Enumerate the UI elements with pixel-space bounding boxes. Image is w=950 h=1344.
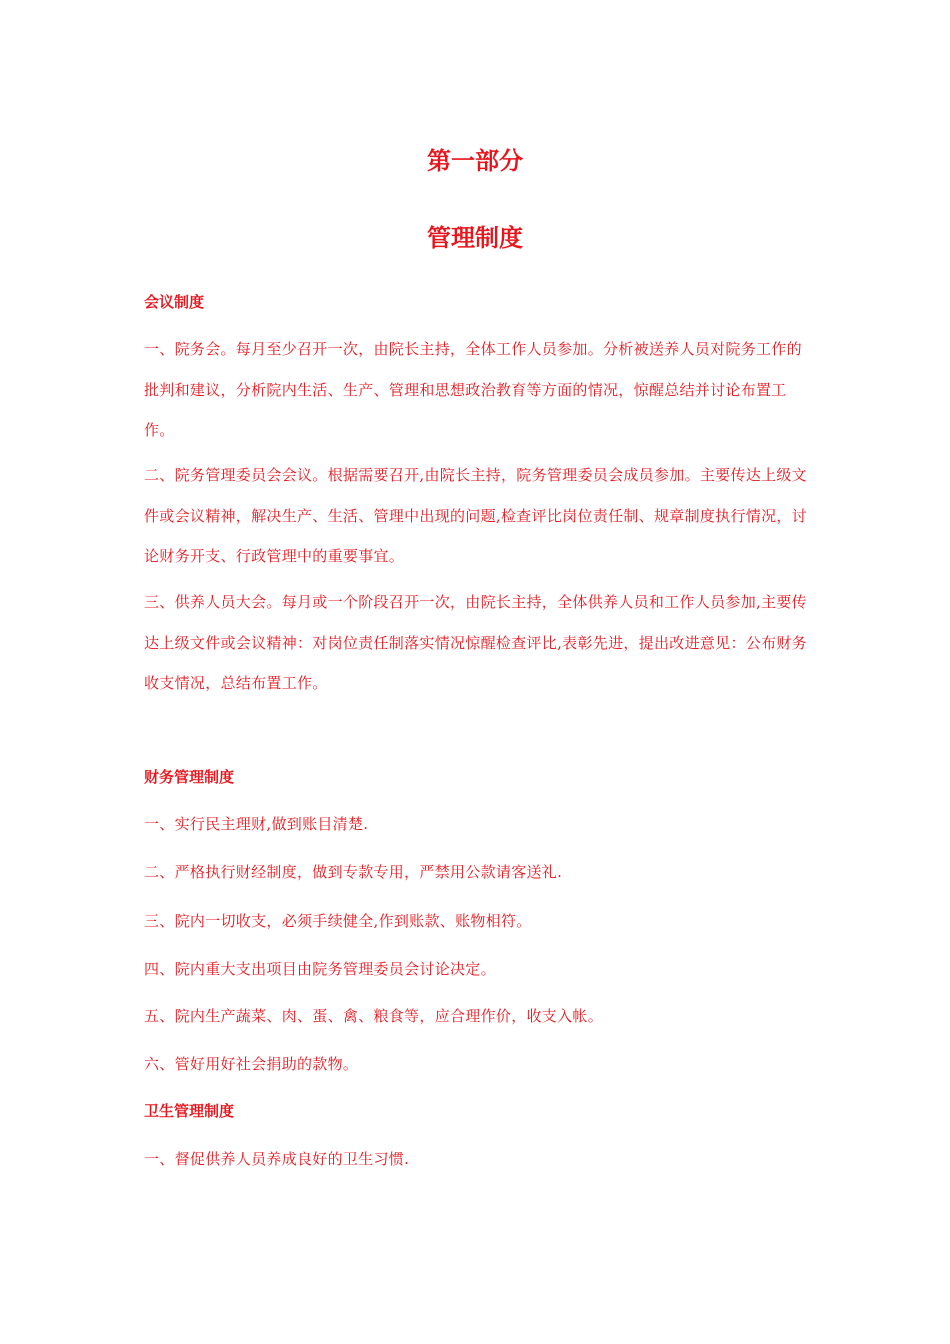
document-title: 管理制度 [427, 224, 523, 252]
section-heading-meeting: 会议制度 [144, 293, 205, 311]
finance-item-4: 四、院内重大支出项目由院务管理委员会讨论决定。 [144, 960, 496, 978]
meeting-item-1: 一、院务会。每月至少召开一次，由院长主持，全体工作人员参加。分析被送养人员对院务工作的批判和建议，分析院内生活、生产、管理和思想政治教育等方面的情况，惊醒总结并讨论布置工作。 [144, 340, 802, 439]
section-heading-hygiene: 卫生管理制度 [144, 1102, 235, 1120]
finance-item-6: 六、管好用好社会捐助的款物。 [144, 1055, 359, 1073]
finance-item-3: 三、院内一切收支，必须手续健全,作到账款、账物相符。 [144, 912, 532, 930]
hygiene-item-1: 一、督促供养人员养成良好的卫生习惯. [144, 1150, 410, 1168]
section-heading-finance: 财务管理制度 [144, 768, 235, 786]
meeting-item-3: 三、供养人员大会。每月或一个阶段召开一次，由院长主持，全体供养人员和工作人员参加,主要传达上级文件或会议精神：对岗位责任制落实情况惊醒检查评比,表彰先进，提出改进意见：公布财务收支情况，总结布置工作。 [144, 593, 807, 692]
finance-item-5: 五、院内生产蔬菜、肉、蛋、禽、粮食等，应合理作价，收支入帐。 [144, 1007, 604, 1025]
meeting-item-2: 二、院务管理委员会会议。根据需要召开,由院长主持，院务管理委员会成员参加。主要传达上级文件或会议精神，解决生产、生活、管理中出现的问题,检查评比岗位责任制、规章制度执行情况，讨论财务开支、行政管理中的重要事宜。 [144, 466, 807, 565]
finance-item-1: 一、实行民主理财,做到账目清楚. [144, 815, 369, 833]
part-title: 第一部分 [427, 147, 523, 175]
finance-item-2: 二、严格执行财经制度，做到专款专用，严禁用公款请客送礼. [144, 863, 563, 881]
